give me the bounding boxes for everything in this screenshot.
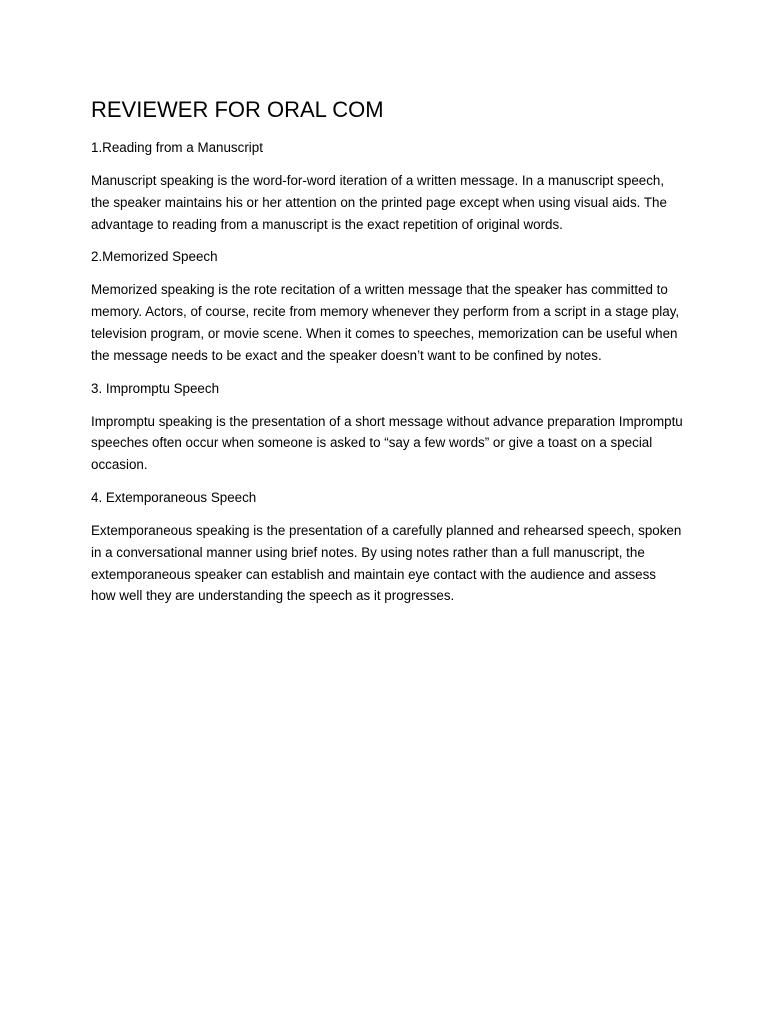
section-body-memorized: Memorized speaking is the rote recitation of a written message that the speaker has committed to memory. Actors, of course, recite from memory whenever they perform from a script in a stage play, television program, or movie scene. When it comes to speeches, memorization can be useful when the message needs to be exact and the speaker doesn’t want to be confined by notes. (91, 282, 680, 363)
section-heading-memorized: 2.Memorized Speech (91, 249, 218, 265)
section-body-extemporaneous: Extemporaneous speaking is the presentation of a carefully planned and rehearsed speech, spoken in a conversational manner using brief notes. By using notes rather than a full manuscript, the extemporaneous speaker can establish and maintain eye contact with the audience and assess how well they are understanding the speech as it progresses. (91, 522, 682, 604)
section-heading-extemporaneous: 4. Extemporaneous Speech (91, 489, 257, 505)
section-body-manuscript: Manuscript speaking is the word-for-word iteration of a written message. In a manuscript speech, the speaker maintains his or her attention on the printed page except when using visual aids. The advantage to reading from a manuscript is the exact repetition of original words. (91, 173, 667, 232)
document-title: REVIEWER FOR ORAL COM (91, 97, 384, 122)
document-page (91, 96, 683, 619)
section-heading-manuscript: 1.Reading from a Manuscript (91, 140, 263, 155)
section-body-impromptu: Impromptu speaking is the presentation of a short message without advance preparation Impromptu speeches often occur when someone is asked to “say a few words” or give a toast on a special occasion. (91, 413, 683, 473)
section-heading-impromptu: 3. Impromptu Speech (91, 380, 220, 396)
